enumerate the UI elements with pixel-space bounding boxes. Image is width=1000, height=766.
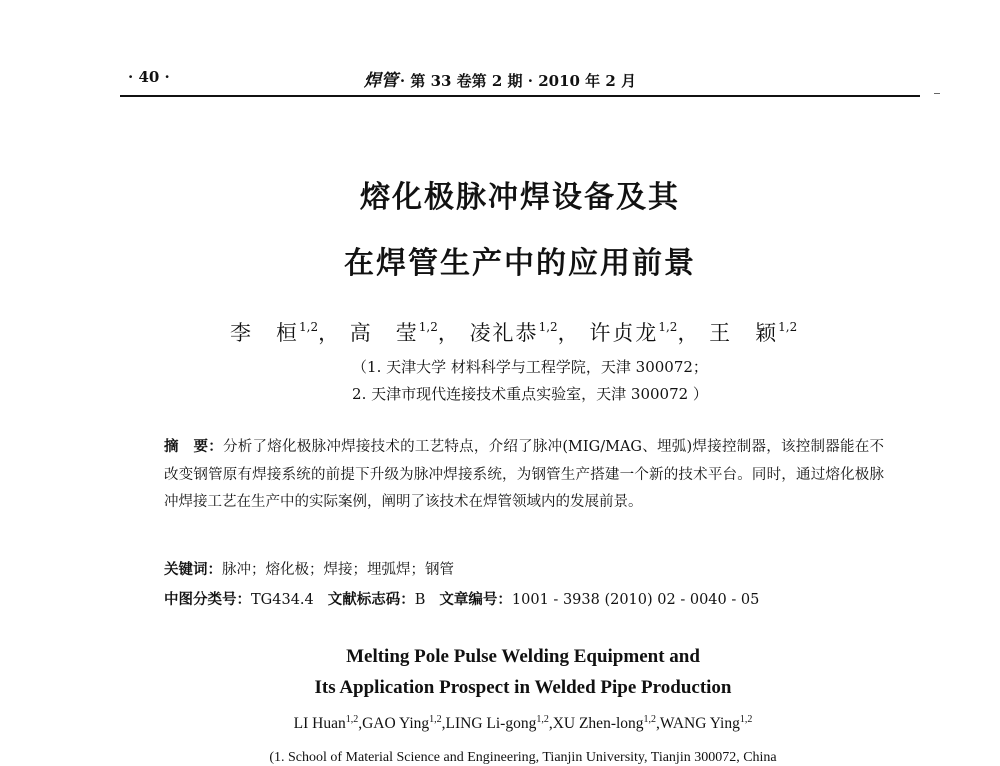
affiliation-cn-1: （1. 天津大学 材料科学与工程学院，天津 300072；	[352, 358, 708, 376]
title-en-line2: Its Application Prospect in Welded Pipe Production	[314, 677, 732, 698]
author-cn: 王 颖$^{1,2}$	[709, 320, 798, 345]
header-rule-tick	[934, 93, 940, 94]
page-number: · 40 ·	[128, 68, 170, 86]
doc-code-label: 文献标志码：	[327, 592, 415, 608]
author-en: XU Zhen-long$^{1,2}$,	[552, 714, 660, 732]
title-en-line1: Melting Pole Pulse Welding Equipment and	[346, 646, 700, 667]
author-cn: 高 莹$^{1,2}$，	[349, 320, 461, 345]
authors-en	[0, 714, 1000, 733]
article-id-value: 1001 - 3938 (2010) 02 - 0040 - 05	[511, 592, 760, 608]
abstract	[164, 434, 884, 517]
abstract-label: 摘 要：	[164, 439, 224, 455]
affiliation-cn-2: 2. 天津市现代连接技术重点实验室，天津 300072 ）	[352, 385, 708, 403]
article-id-label: 文章编号：	[439, 592, 512, 608]
author-en: WANG Ying$^{1,2}$	[659, 714, 753, 732]
author-cn: 李 桓$^{1,2}$，	[230, 320, 342, 345]
affiliation-en-partial: (1. School of Material Science and Engineering, Tianjin University, Tianjin 300072, China	[269, 750, 777, 765]
author-en: LI Huan$^{1,2}$,	[293, 714, 363, 732]
title-cn-line1: 熔化极脉冲焊设备及其	[360, 180, 680, 215]
classification-line	[164, 588, 759, 609]
author-cn: 许贞龙$^{1,2}$，	[589, 320, 701, 345]
abstract-text: 分析了熔化极脉冲焊接技术的工艺特点，介绍了脉冲(MIG/MAG、埋弧)焊接控制器，该控制器能在不改变钢管原有焊接系统的前提下升级为脉冲焊接系统，为钢管生产搭建一个新的技术平台。同时，通过熔化极脉冲焊接工艺在生产中的实际案例，阐明了该技术在焊管领域内的发展前景。	[164, 439, 884, 510]
author-cn: 凌礼恭$^{1,2}$，	[469, 320, 581, 345]
doc-code-value: B	[414, 592, 426, 608]
keywords	[164, 558, 454, 579]
keywords-label: 关键词：	[164, 562, 222, 578]
issue-info: · 第 33 卷第 2 期 · 2010 年 2 月	[399, 72, 637, 90]
author-en: GAO Ying$^{1,2}$,	[362, 714, 446, 732]
authors-cn	[230, 317, 797, 347]
clc-label: 中图分类号：	[164, 592, 251, 608]
clc-value: TG434.4	[251, 592, 314, 608]
journal-name: 焊管	[363, 71, 398, 91]
keywords-text: 脉冲；熔化极；焊接；埋弧焊；钢管	[222, 562, 454, 578]
header-rule	[120, 95, 920, 97]
running-header	[0, 66, 1000, 91]
title-cn-line2: 在焊管生产中的应用前景	[344, 246, 696, 281]
author-en: LING Li-gong$^{1,2}$,	[445, 714, 553, 732]
